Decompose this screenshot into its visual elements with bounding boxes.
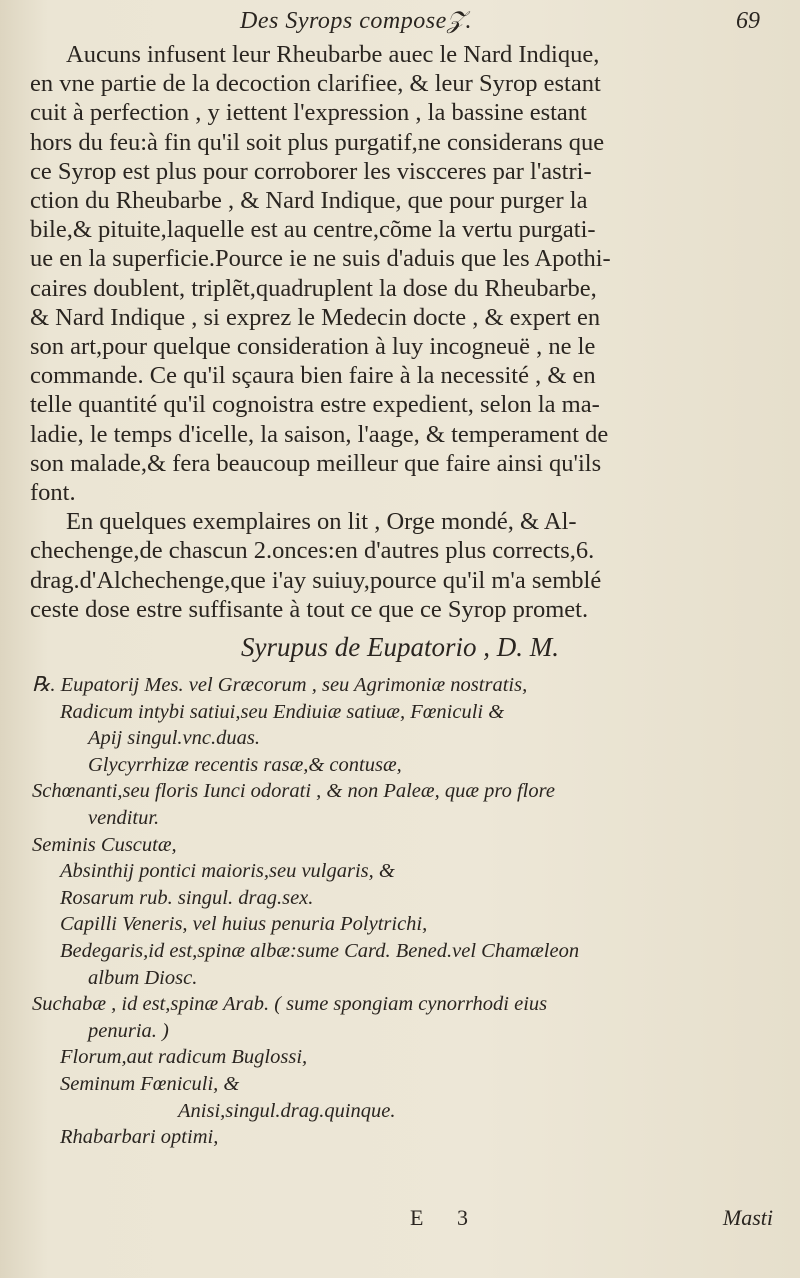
- text-line: hors du feu:à fin qu'il soit plus purgatif,ne considerans que: [30, 128, 605, 156]
- recipe-line: Anisi,singul.drag.quinque.: [178, 1099, 396, 1122]
- recipe-line: Radicum intybi satiui,seu Endiuiæ satiuæ, Fœniculi &: [60, 700, 505, 723]
- recipe-line: Absinthij pontici maioris,seu vulgaris, &: [60, 860, 395, 883]
- recipe-line: ℞. Eupatorij Mes. vel Græcorum , seu Agrimoniæ nostratis,: [32, 674, 528, 696]
- recipe-line: venditur.: [88, 806, 160, 829]
- text-line: cuit à perfection , y iettent l'expression , la bassine estant: [30, 99, 587, 127]
- text-line: bile,& pituite,laquelle est au centre,cõme la vertu purgati-: [30, 216, 596, 244]
- text-line: commande. Ce qu'il sçaura bien faire à la necessité , & en: [30, 362, 596, 390]
- recipe-line: Bedegaris,id est,spinæ albæ:sume Card. Bened.vel Chamæleon: [60, 939, 580, 962]
- text-line: & Nard Indique , si exprez le Medecin docte , & expert en: [30, 303, 601, 331]
- recipe-line: album Diosc.: [88, 966, 198, 989]
- recipe-list: [32, 672, 777, 1151]
- text-line: ladie, le temps d'icelle, la saison, l'aage, & temperament de: [30, 420, 609, 448]
- page-number: 69: [736, 8, 760, 34]
- text-line: font.: [30, 479, 76, 507]
- recipe-line: Schœnanti,seu floris Iunci odorati , & non Paleæ, quæ pro flore: [32, 780, 555, 803]
- text-line: ue en la superficie.Pource ie ne suis d'aduis que les Apothi-: [30, 245, 611, 273]
- text-line: ceste dose estre suffisante à tout ce que ce Syrop promet.: [30, 595, 589, 623]
- recipe-line: Rhabarbari optimi,: [60, 1126, 219, 1149]
- recipe-line: Rosarum rub. singul. drag.sex.: [60, 886, 314, 909]
- text-line: chechenge,de chascun 2.onces:en d'autres plus corrects,6.: [30, 537, 595, 565]
- text-line: ction du Rheubarbe , & Nard Indique, que pour purger la: [30, 187, 588, 215]
- text-line: son art,pour quelque consideration à luy incogneuë , ne le: [30, 333, 596, 361]
- running-title: Des Syrops compose𝒵.: [240, 8, 473, 34]
- text-line: drag.d'Alchechenge,que i'ay suiuy,pource qu'il m'a semblé: [30, 566, 602, 594]
- text-line: caires doublent, triplẽt,quadruplent la dose du Rheubarbe,: [30, 274, 597, 302]
- recipe-line: penuria. ): [88, 1019, 169, 1042]
- recipe-line: Florum,aut radicum Buglossi,: [60, 1046, 308, 1069]
- recipe-line: Capilli Veneris, vel huius penuria Polytrichi,: [60, 913, 428, 936]
- signature-mark: E 3: [410, 1205, 482, 1230]
- recipe-line: Seminis Cuscutæ,: [32, 833, 177, 856]
- main-text: [30, 40, 775, 624]
- text-line: telle quantité qu'il cognoistra estre expedient, selon la ma-: [30, 391, 600, 419]
- text-line: En quelques exemplaires on lit , Orge mondé, & Al-: [66, 508, 577, 536]
- recipe-line: Seminum Fœniculi, &: [60, 1072, 240, 1095]
- text-line: son malade,& fera beaucoup meilleur que faire ainsi qu'ils: [30, 449, 602, 477]
- recipe-line: Apij singul.vnc.duas.: [88, 727, 260, 750]
- page-header: [60, 8, 770, 42]
- text-line: Aucuns infusent leur Rheubarbe auec le Nard Indique,: [66, 41, 600, 68]
- text-line: ce Syrop est plus pour corroborer les viscceres par l'astri-: [30, 157, 592, 185]
- page-footer: [30, 1205, 775, 1235]
- recipe-line: Glycyrrhizæ recentis rasæ,& contusæ,: [88, 753, 402, 776]
- recipe-heading: Syrupus de Eupatorio , D. M.: [241, 632, 559, 662]
- recipe-line: Suchabæ , id est,spinæ Arab. ( sume spongiam cynorrhodi eius: [32, 993, 548, 1016]
- catchword: Masti: [722, 1205, 773, 1230]
- text-line: en vne partie de la decoction clarifiee, & leur Syrop estant: [30, 70, 601, 98]
